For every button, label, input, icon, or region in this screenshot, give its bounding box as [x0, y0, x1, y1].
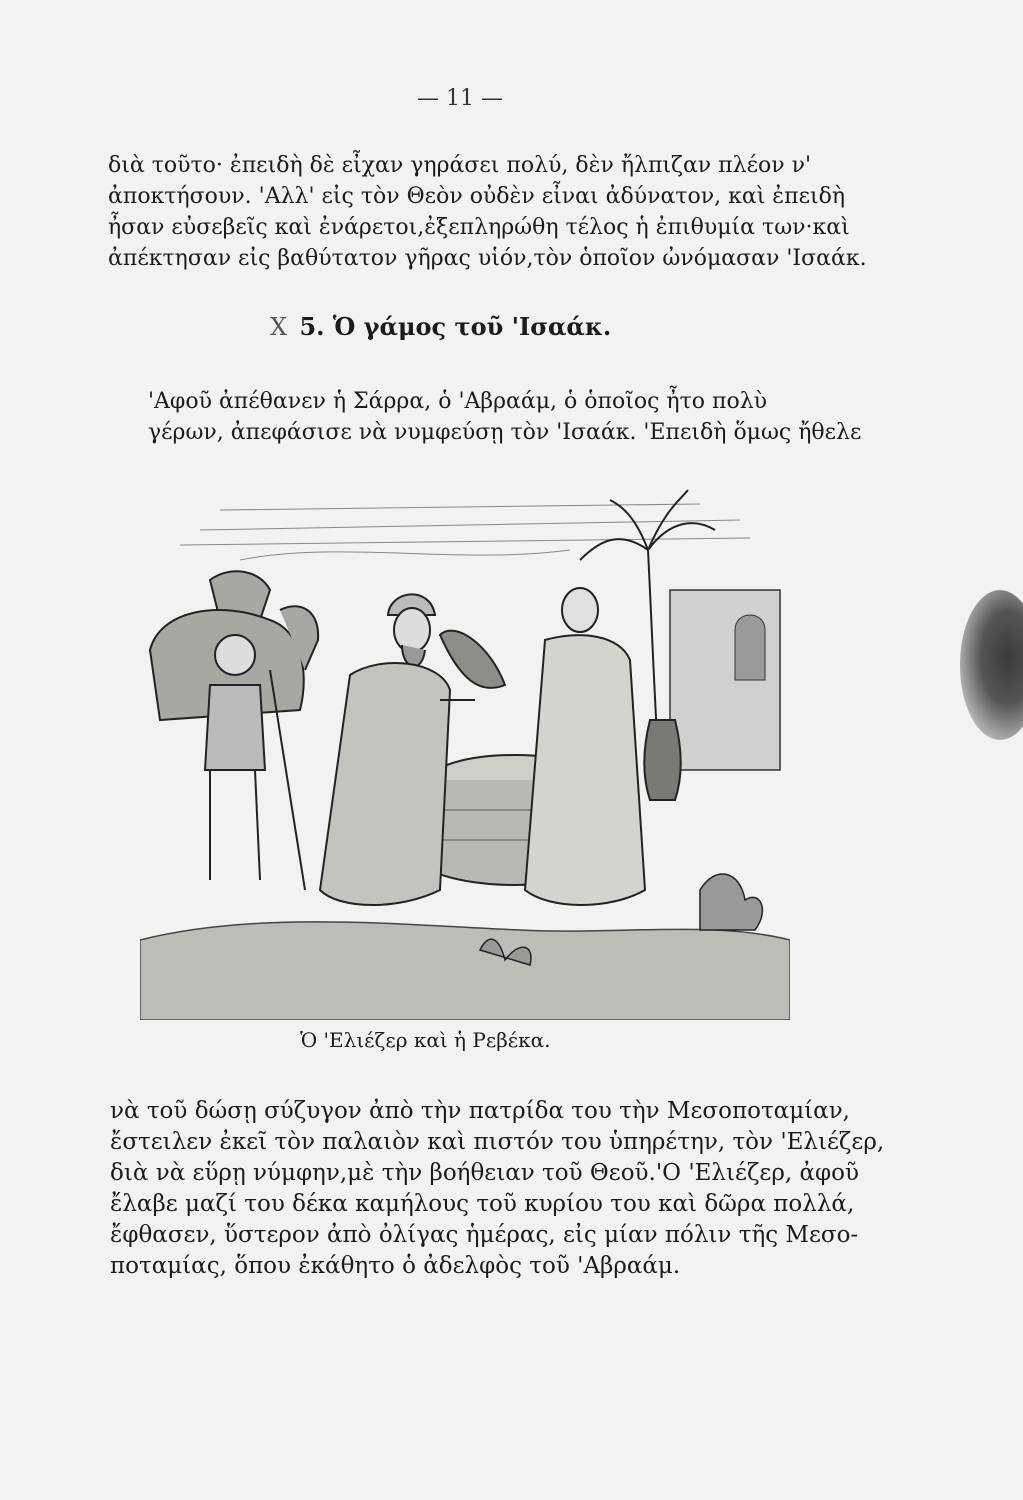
text-line: γέρων, ἀπεφάσισε νὰ νυμφεύσῃ τὸν 'Ισαάκ. 'Επειδὴ ὅμως ἤθελε: [148, 420, 862, 445]
section-title: Ὁ γάμος τοῦ 'Ισαάκ.: [332, 312, 612, 341]
figure-caption: Ὁ 'Ελιέζερ καὶ ἡ Ρεβέκα.: [300, 1028, 551, 1052]
text-line: ἔφθασεν, ὕστερον ἀπὸ ὀλίγας ἡμέρας, εἰς μίαν πόλιν τῆς Μεσο-: [110, 1222, 859, 1248]
page-number: — 11 —: [417, 86, 503, 111]
text-line: διὰ τοῦτο· ἐπειδὴ δὲ εἶχαν γηράσει πολύ, δὲν ἤλπιζαν πλέον ν': [108, 153, 812, 178]
text-line: ἀποκτήσουν. 'Αλλ' εἰς τὸν Θεὸν οὐδὲν εἶναι ἀδύνατον, καὶ ἐπειδὴ: [108, 184, 846, 209]
section-heading: [270, 312, 690, 341]
paragraph-1: [108, 150, 867, 274]
text-line: ἔστειλεν ἐκεῖ τὸν παλαιὸν καὶ πιστόν του ὑπηρέτην, τὸν 'Ελιέζερ,: [110, 1129, 885, 1155]
text-line: ἔλαβε μαζί του δέκα καμήλους τοῦ κυρίου του καὶ δῶρα πολλά,: [110, 1191, 855, 1217]
text-line: νὰ τοῦ δώσῃ σύζυγον ἀπὸ τὴν πατρίδα του τὴν Μεσοποταμίαν,: [110, 1098, 850, 1124]
engraving-illustration: [140, 470, 790, 1020]
water-jar: [644, 720, 681, 800]
text-line: ποταμίας, ὅπου ἐκάθητο ὁ ἀδελφὸς τοῦ 'Αβραάμ.: [110, 1253, 681, 1279]
text-line: ἀπέκτησαν εἰς βαθύτατον γῆρας υἱόν,τὸν ὁποῖον ὠνόμασαν 'Ισαάκ.: [108, 246, 867, 271]
engraving-drawing: [140, 470, 790, 1020]
section-number: 5.: [299, 312, 325, 341]
text-line: ἦσαν εὐσεβεῖς καὶ ἐνάρετοι,ἐξεπληρώθη τέλος ἡ ἐπιθυμία των·καὶ: [108, 215, 850, 240]
paragraph-3: [110, 1096, 885, 1282]
ink-stain: [960, 590, 1023, 740]
paragraph-2: [108, 386, 862, 448]
text-line: διὰ νὰ εὕρῃ νύμφην,μὲ τὴν βοήθειαν τοῦ Θεοῦ.'Ο 'Ελιέζερ, ἀφοῦ: [110, 1160, 859, 1186]
text-line: 'Αφοῦ ἀπέθανεν ἡ Σάρρα, ὁ 'Αβραάμ, ὁ ὁποῖος ἦτο πολὺ: [148, 389, 768, 414]
handwritten-mark: X: [270, 313, 288, 341]
